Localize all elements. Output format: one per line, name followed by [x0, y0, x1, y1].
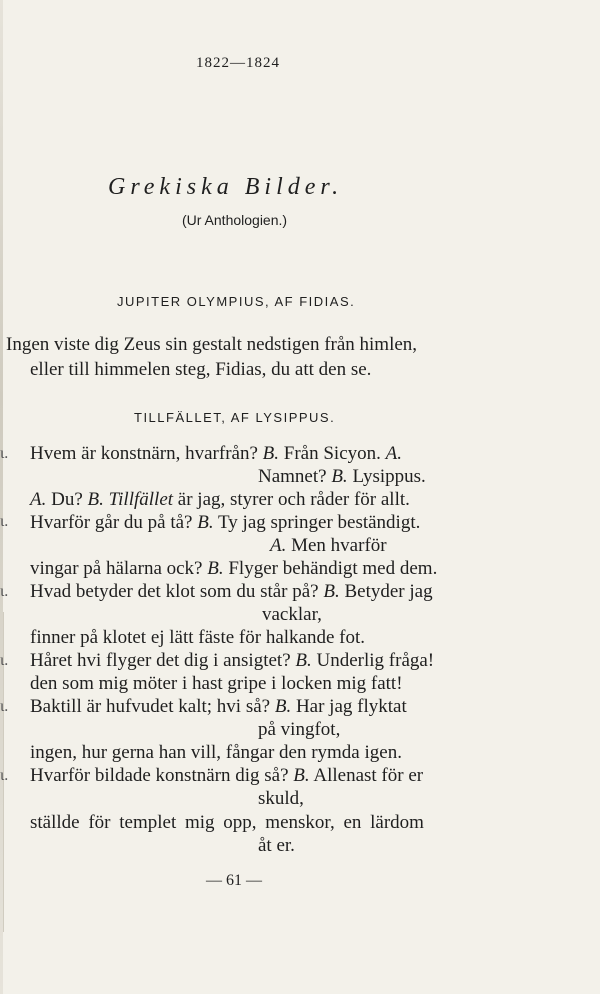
verse-line-13: på vingfot, [258, 719, 341, 740]
page-subtitle: (Ur Anthologien.) [182, 212, 288, 228]
page-title: Grekiska Bilder. [108, 174, 344, 200]
verse-line-14: ingen, hur gerna han vill, fångar den rymda igen. [30, 742, 402, 763]
running-header: 1822—1824 [196, 55, 280, 71]
poem1-heading: JUPITER OLYMPIUS, AF FIDIAS. [117, 294, 356, 309]
margin-mark: ɩ. [0, 583, 9, 600]
verse-line-18: åt er. [258, 835, 295, 856]
verse-line-5: A. Men hvarför [270, 535, 387, 556]
verse-line-12: Baktill är hufvudet kalt; hvi så? B. Har jag flyktat [30, 696, 407, 717]
margin-mark: ɩ. [0, 767, 9, 784]
verse-line-4: Hvarför går du på tå? B. Ty jag springer beständigt. [30, 512, 421, 533]
verse-line-6: vingar på hälarna ock? B. Flyger behändigt med dem. [30, 558, 438, 579]
verse-line-9: finner på klotet ej lätt fäste för halkande fot. [30, 627, 366, 648]
poem1-line-1: Ingen viste dig Zeus sin gestalt nedstigen från himlen, [6, 334, 418, 355]
page-number: — 61 — [206, 872, 262, 889]
margin-mark: ɩ. [0, 445, 9, 462]
verse-line-3: A. Du? B. Tillfället är jag, styrer och råder för allt. [30, 489, 410, 510]
verse-line-2: Namnet? B. Lysippus. [258, 466, 426, 487]
poem2-heading: TILLFÄLLET, AF LYSIPPUS. [134, 410, 336, 425]
verse-line-8: vacklar, [262, 604, 322, 625]
poem1-line-2: eller till himmelen steg, Fidias, du att den se. [30, 359, 372, 380]
verse-line-15: Hvarför bildade konstnärn dig så? B. Allenast för er [30, 765, 424, 786]
margin-mark: ɩ. [0, 652, 9, 669]
verse-line-11: den som mig möter i hast gripe i locken mig fatt! [30, 673, 403, 694]
verse-line-1: Hvem är konstnärn, hvarfrån? B. Från Sicyon. A. [30, 443, 402, 464]
verse-line-17: ställde för templet mig opp, menskor, en lärdom [30, 812, 424, 833]
margin-mark: ɩ. [0, 698, 9, 715]
verse-line-16: skuld, [258, 788, 304, 809]
margin-mark: ɩ. [0, 513, 9, 530]
verse-line-10: Håret hvi flyger det dig i ansigtet? B. Underlig fråga! [30, 650, 435, 671]
verse-line-7: Hvad betyder det klot som du står på? B. Betyder jag [30, 581, 433, 602]
